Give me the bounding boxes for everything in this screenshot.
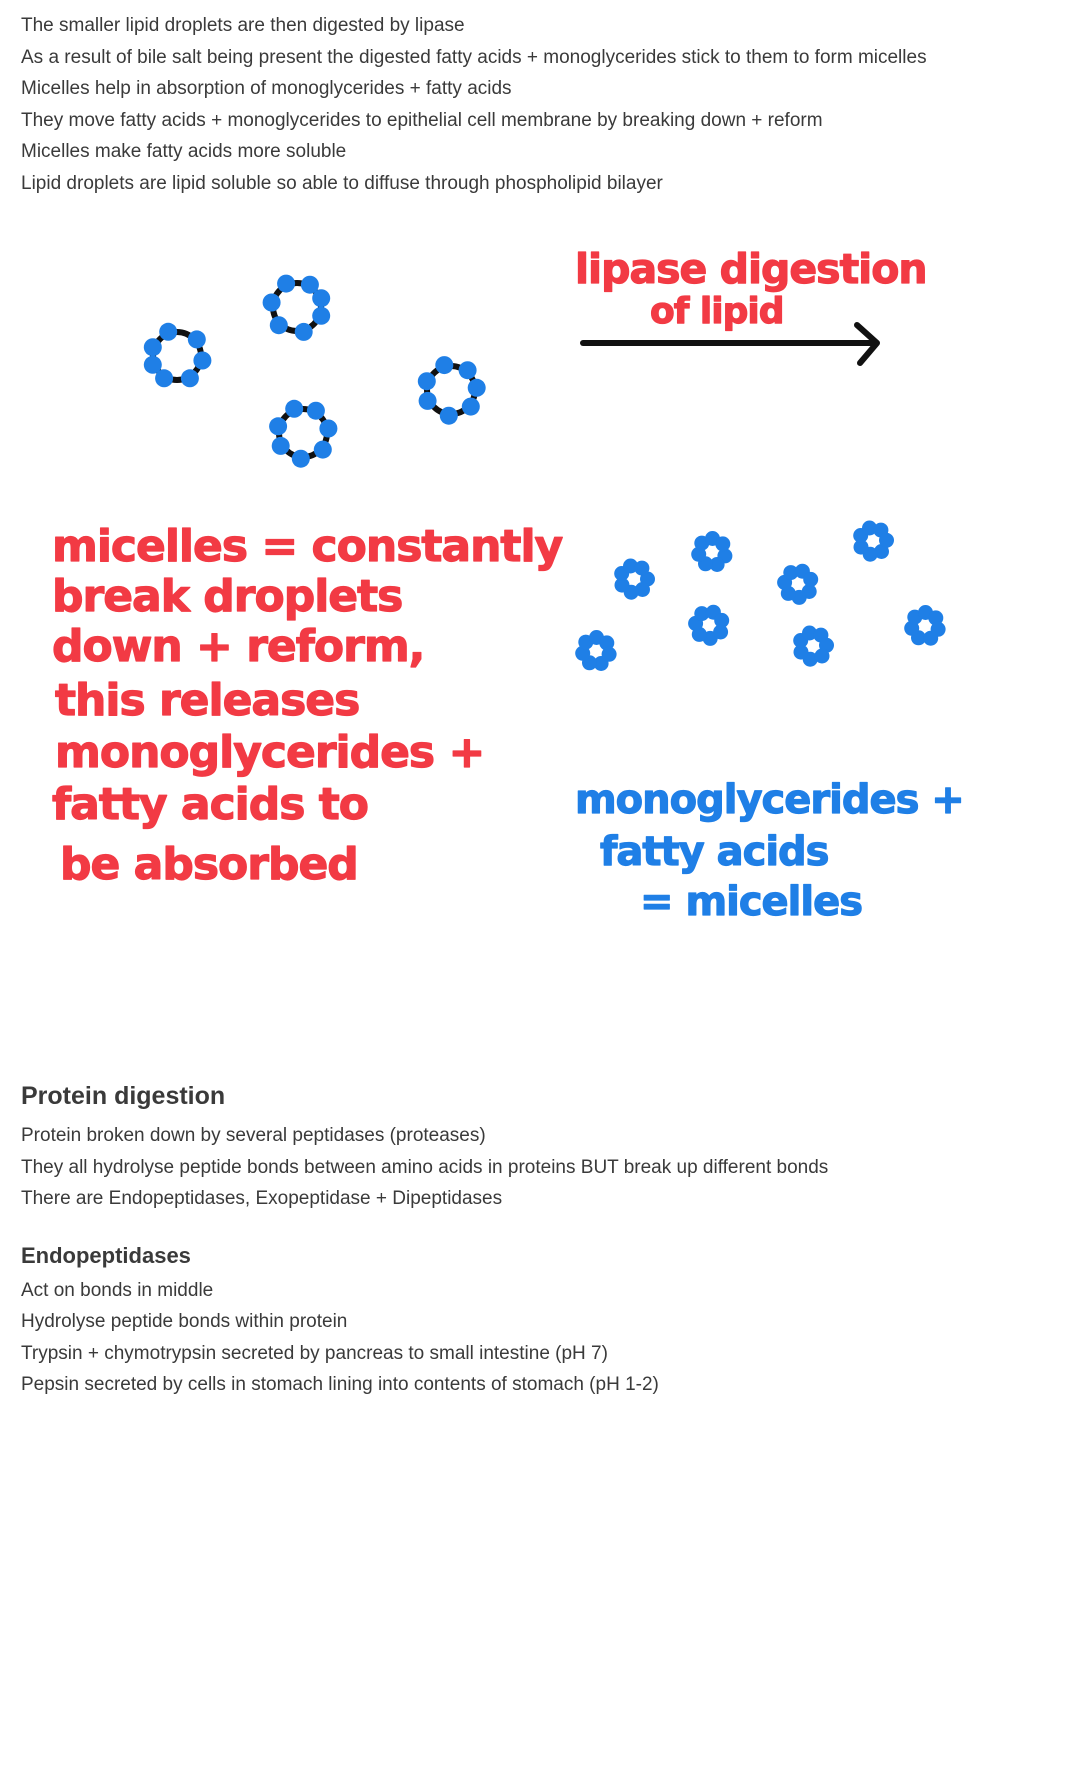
endo-line: Hydrolyse peptide bonds within protein [21, 1311, 348, 1332]
arrow-label-line2: of lipid [650, 291, 784, 332]
micelle [575, 630, 616, 671]
red-note-line: fatty acids to [52, 779, 369, 830]
protein-heading: Protein digestion [21, 1082, 226, 1110]
endo-line: Trypsin + chymotrypsin secreted by pancreas to small intestine (pH 7) [21, 1342, 608, 1364]
note-line: They move fatty acids + monoglycerides to epithelial cell membrane by breaking down + reform [21, 109, 823, 131]
micelle-diagram [0, 215, 1080, 1015]
blue-note-line: = micelles [640, 879, 863, 925]
lipid-droplet [144, 323, 212, 388]
lipid-notes [21, 10, 1061, 199]
arrow-label-line1: lipase digestion [575, 245, 927, 293]
micelle [688, 605, 729, 646]
note-line: Lipid droplets are lipid soluble so able to diffuse through phospholipid bilayer [21, 172, 663, 194]
note-line: As a result of bile salt being present the digested fatty acids + monoglycerides stick to them to form micelles [21, 46, 927, 68]
protein-line: There are Endopeptidases, Exopeptidase + Dipeptidases [21, 1188, 503, 1209]
red-note-line: micelles = constantly [52, 521, 563, 572]
lipid-droplets-group [144, 275, 486, 468]
micelle [793, 626, 834, 667]
protein-section [21, 1076, 1061, 1401]
red-note-line: down + reform, [52, 621, 425, 672]
red-note-line: this releases [55, 675, 360, 726]
micelle [777, 564, 818, 605]
endo-line: Pepsin secreted by cells in stomach lining into contents of stomach (pH 1-2) [21, 1374, 659, 1395]
endopeptidases-heading: Endopeptidases [21, 1242, 191, 1268]
lipid-droplet [263, 275, 331, 341]
note-line: The smaller lipid droplets are then digested by lipase [21, 15, 465, 36]
lipid-droplet [269, 400, 337, 468]
endo-line: Act on bonds in middle [21, 1279, 214, 1301]
protein-line: They all hydrolyse peptide bonds between amino acids in proteins BUT break up different bonds [21, 1156, 829, 1178]
note-line: Micelles help in absorption of monoglycerides + fatty acids [21, 78, 512, 99]
note-line: Micelles make fatty acids more soluble [21, 141, 347, 162]
blue-note-line: monoglycerides + [575, 777, 964, 823]
micelles-group [575, 521, 945, 672]
micelle [904, 605, 945, 646]
red-note-line: monoglycerides + [55, 727, 485, 778]
red-note-line: break droplets [52, 571, 403, 622]
micelle [691, 531, 732, 572]
red-note-line: be absorbed [60, 839, 358, 890]
protein-line: Protein broken down by several peptidases (proteases) [21, 1125, 486, 1146]
lipid-droplet [418, 356, 486, 425]
blue-note-line: fatty acids [600, 829, 829, 875]
micelle [853, 521, 894, 562]
micelle [614, 559, 655, 600]
